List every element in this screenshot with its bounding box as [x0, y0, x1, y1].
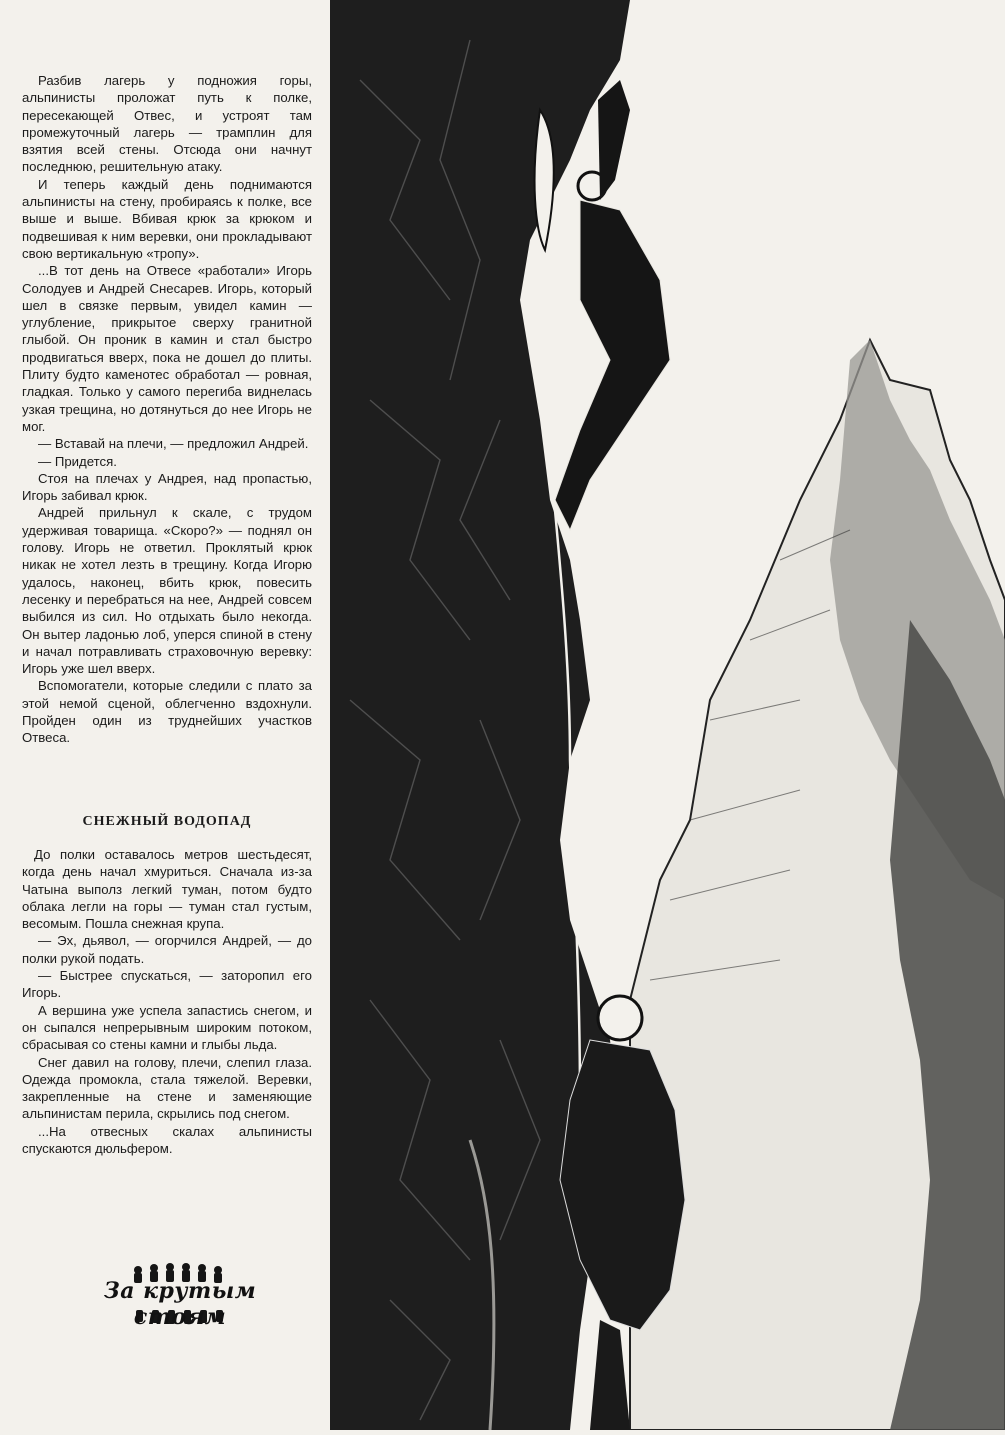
paragraph: До полки оставалось метров шестьдесят, когда день начал хмуриться. Сначала из-за Чатына выполз легкий туман, потом будто облака легли на горы — туман стал густым, весомым. Пошла снежная крупа. — [22, 847, 312, 932]
article-column-part2 — [22, 846, 312, 1157]
mountain-wall-drawing — [330, 0, 1005, 1430]
paragraph: — Придется. — [38, 453, 117, 469]
paragraph: А вершина уже успела запастись снегом, и он сыпался непрерывным широким потоком, сбрасывая со стены камни и глыбы льда. — [22, 1002, 312, 1053]
section-heading: СНЕЖНЫЙ ВОДОПАД — [82, 814, 252, 829]
paragraph: Андрей прильнул к скале, с трудом удерживая товарища. «Скоро?» — поднял он голову. Игорь не ответил. Проклятый крюк никак не хотел лезть в трещину. Когда Игорю удалось, наконец, вбить крюк, повесить лесенку и перебраться на нее, Андрей совсем выбился из сил. Но отдыхать было некогда. Он вытер ладонью лоб, уперся спиной в стену и начал потравливать страховочную веревку: Игорь уже шел вверх. — [22, 505, 312, 677]
climbers-illustration — [330, 0, 1005, 1430]
paragraph: И теперь каждый день поднимаются альпинисты на стену, пробираясь к полке, все выше и выше. Вбивая крюк за крюком и подвешивая к ним веревки, они прокладывают свою вертикальную «тропу». — [22, 176, 312, 261]
paragraph: Разбив лагерь у подножия горы, альпинисты проложат путь к полке, пересекающей Отвес, и устроят там промежуточный лагерь — трамплин для взятия всей стены. Отсюда они начнут последнюю, решительную атаку. — [22, 73, 312, 175]
rubric-logo — [80, 1252, 280, 1332]
paragraph: — Вставай на плечи, — предложил Андрей. — [38, 436, 309, 452]
paragraph: — Быстрее спускаться, — заторопил его Игорь. — [22, 968, 312, 1001]
paragraph: ...На отвесных скалах альпинисты спускаются дюльфером. — [22, 1123, 312, 1157]
paragraph: Вспомогатели, которые следили с плато за этой немой сценой, облегченно вздохнули. Пройден один из труднейших участков Отвеса. — [22, 678, 312, 746]
paragraph: Стоя на плечах у Андрея, над пропастью, Игорь забивал крюк. — [22, 470, 312, 504]
rubric-title: За крутым стоям — [103, 1278, 257, 1330]
paragraph: Снег давил на голову, плечи, слепил глаза. Одежда промокла, стала тяжелой. Веревки, закрепленные на стене и заменяющие альпинистам перила, скрылись под снегом. — [22, 1054, 312, 1122]
paragraph: ...В тот день на Отвесе «работали» Игорь Солодуев и Андрей Снесарев. Игорь, который шел в связке первым, увидел камин — углубление, прикрытое сверху гранитной глыбой. Он проник в камин и стал быстро продвигаться вверх, пока не дошел до плиты. Плиту будто каменотес обработал — ровная, гладкая. Только у самого перегиба виднелась узкая трещина, но дотянуться до нее Игорь не мог. — [22, 263, 312, 434]
article-column-part1 — [22, 72, 312, 747]
paragraph: — Эх, дьявол, — огорчился Андрей, — до полки рукой подать. — [22, 933, 312, 966]
